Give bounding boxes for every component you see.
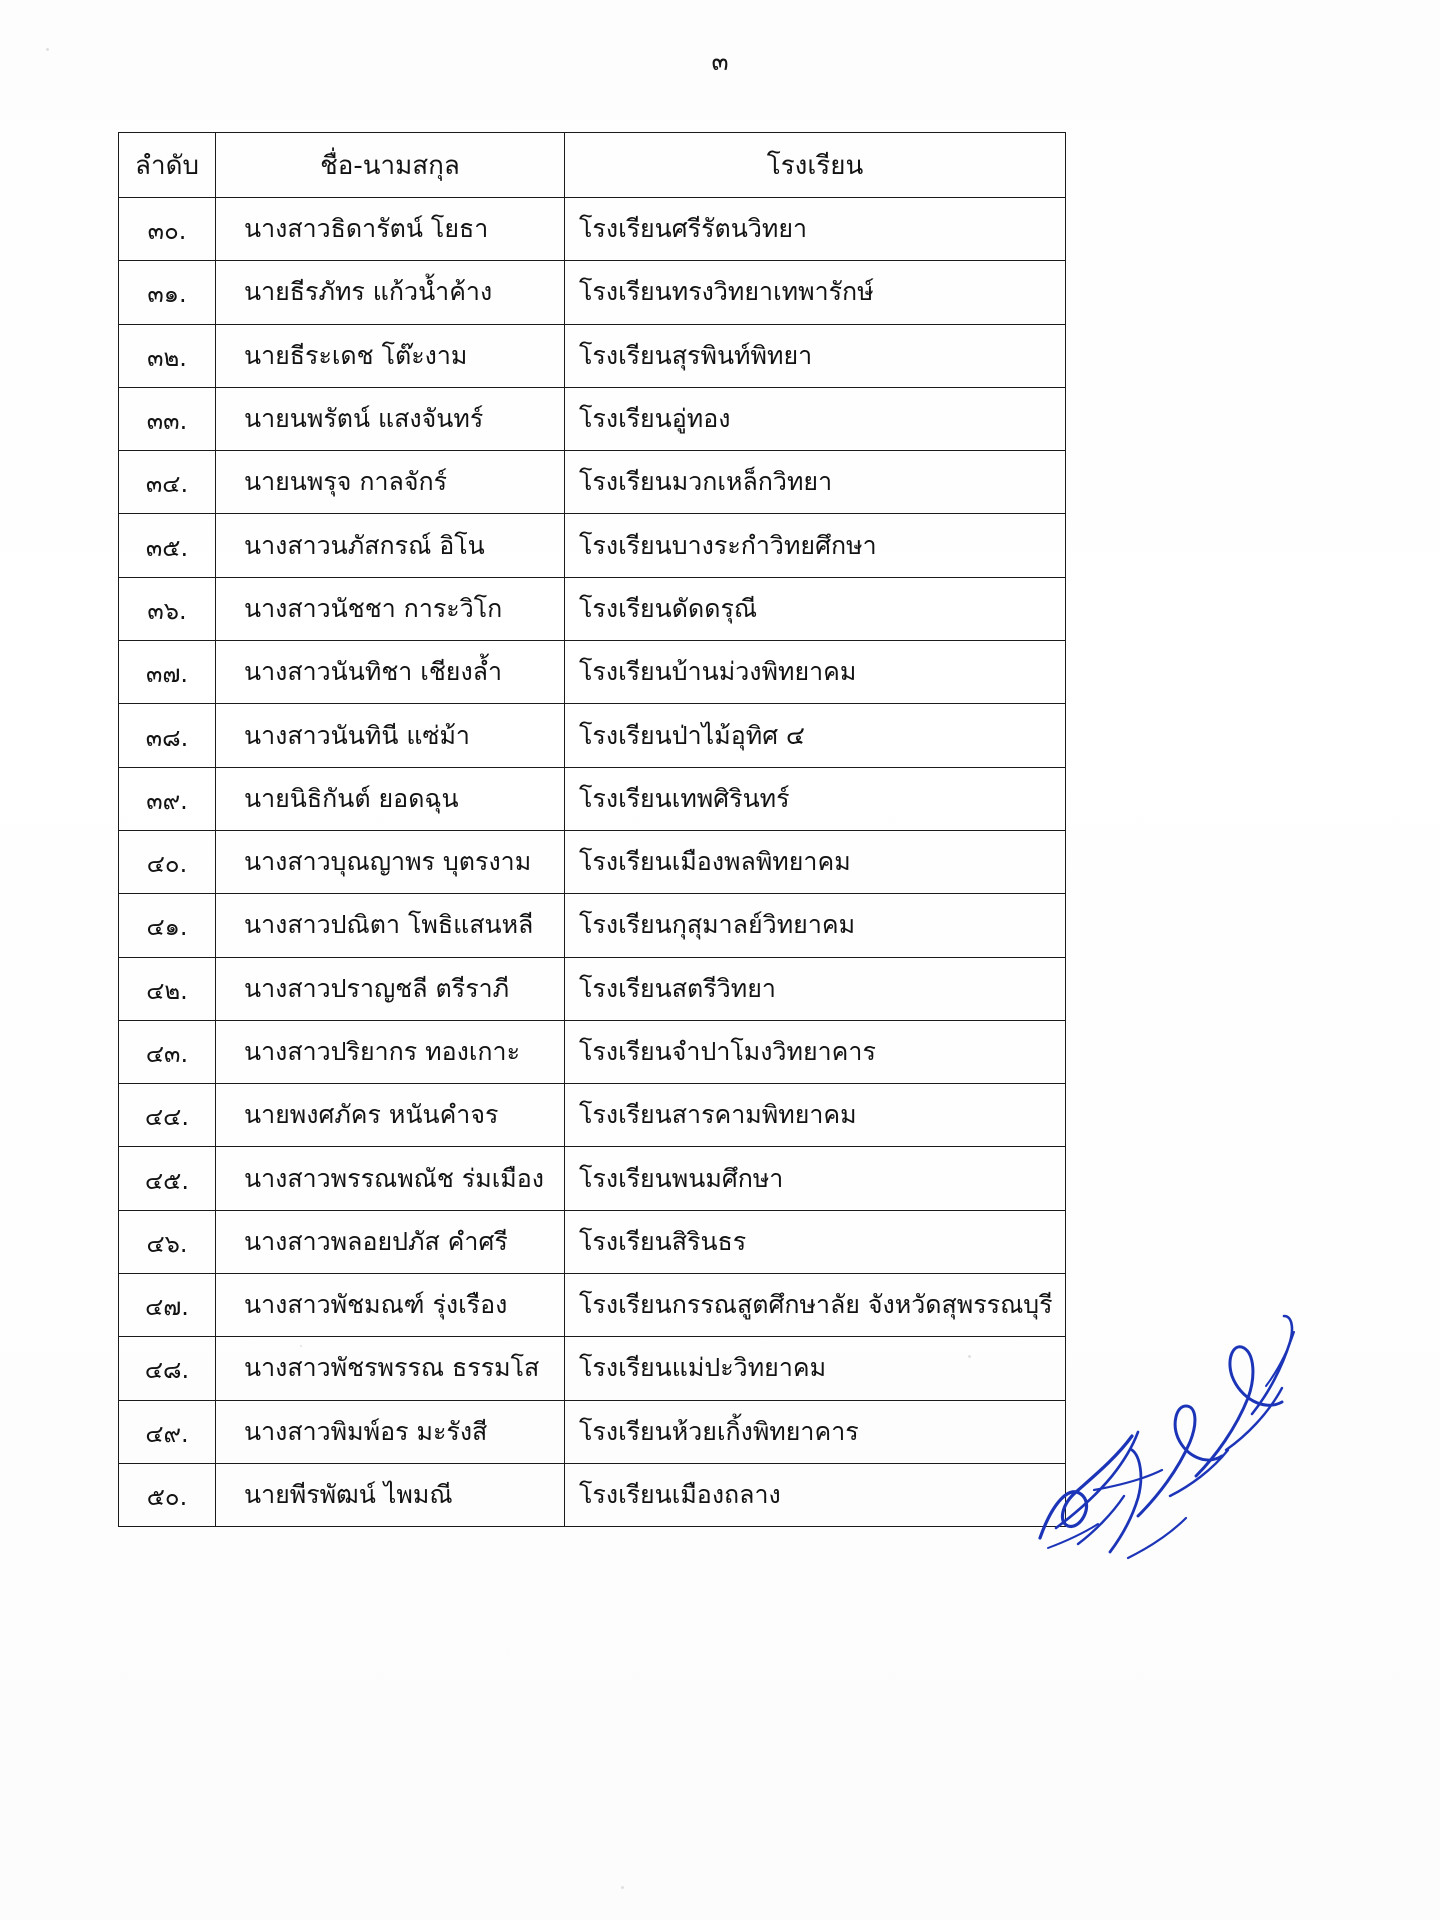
cell-name: นางสาวนันทิชา เชียงล้ำ [216, 641, 565, 704]
cell-name: นายธีระเดช โต๊ะงาม [216, 324, 565, 387]
cell-name: นายนิธิกันต์ ยอดฉุน [216, 767, 565, 830]
cell-school: โรงเรียนมวกเหล็กวิทยา [565, 451, 1066, 514]
cell-school: โรงเรียนกรรณสูตศึกษาลัย จังหวัดสุพรรณบุรี [565, 1274, 1066, 1337]
cell-no: ๔๖. [119, 1210, 216, 1273]
cell-name: นางสาวนัชชา การะวิโก [216, 577, 565, 640]
cell-school: โรงเรียนทรงวิทยาเทพารักษ์ [565, 261, 1066, 324]
table-header [119, 133, 1066, 198]
cell-no: ๔๓. [119, 1020, 216, 1083]
table-row [119, 1274, 1066, 1337]
cell-name: นางสาวธิดารัตน์ โยธา [216, 198, 565, 261]
column-header-school: โรงเรียน [565, 133, 1066, 198]
cell-no: ๕๐. [119, 1463, 216, 1526]
table-row [119, 1337, 1066, 1400]
cell-school: โรงเรียนจำปาโมงวิทยาคาร [565, 1020, 1066, 1083]
cell-name: นางสาวพลอยปภัส คำศรี [216, 1210, 565, 1273]
table-row [119, 1084, 1066, 1147]
cell-name: นางสาวบุณญาพร บุตรงาม [216, 830, 565, 893]
table-row [119, 704, 1066, 767]
table-row [119, 451, 1066, 514]
table-row [119, 1400, 1066, 1463]
cell-name: นายพงศภัคร หนันคำจร [216, 1084, 565, 1147]
cell-name: นายธีรภัทร แก้วน้ำค้าง [216, 261, 565, 324]
table-row [119, 1147, 1066, 1210]
cell-no: ๓๑. [119, 261, 216, 324]
cell-name: นายนพรัตน์ แสงจันทร์ [216, 387, 565, 450]
table-row [119, 957, 1066, 1020]
roster-table-container [118, 132, 1053, 1527]
cell-no: ๔๐. [119, 830, 216, 893]
cell-name: นางสาวพิมพ์อร มะรังสี [216, 1400, 565, 1463]
cell-no: ๓๕. [119, 514, 216, 577]
cell-no: ๓๓. [119, 387, 216, 450]
table-row [119, 514, 1066, 577]
cell-school: โรงเรียนอู่ทอง [565, 387, 1066, 450]
cell-no: ๓๖. [119, 577, 216, 640]
cell-name: นางสาวปราญชลี ตรีราภี [216, 957, 565, 1020]
table-row [119, 577, 1066, 640]
cell-no: ๓๘. [119, 704, 216, 767]
table-row [119, 1210, 1066, 1273]
cell-school: โรงเรียนแม่ปะวิทยาคม [565, 1337, 1066, 1400]
cell-school: โรงเรียนสารคามพิทยาคม [565, 1084, 1066, 1147]
cell-no: ๔๒. [119, 957, 216, 1020]
cell-no: ๓๙. [119, 767, 216, 830]
table-body [119, 198, 1066, 1527]
cell-no: ๓๐. [119, 198, 216, 261]
cell-name: นางสาวพรรณพณัช ร่มเมือง [216, 1147, 565, 1210]
cell-no: ๓๗. [119, 641, 216, 704]
cell-no: ๔๘. [119, 1337, 216, 1400]
table-row [119, 324, 1066, 387]
cell-school: โรงเรียนกุสุมาลย์วิทยาคม [565, 894, 1066, 957]
cell-school: โรงเรียนสิรินธร [565, 1210, 1066, 1273]
cell-school: โรงเรียนศรีรัตนวิทยา [565, 198, 1066, 261]
column-header-no: ลำดับ [119, 133, 216, 198]
cell-name: นายนพรุจ กาลจักร์ [216, 451, 565, 514]
column-header-name: ชื่อ-นามสกุล [216, 133, 565, 198]
cell-school: โรงเรียนพนมศึกษา [565, 1147, 1066, 1210]
cell-name: นางสาวพัชมณฑ์ รุ่งเรือง [216, 1274, 565, 1337]
page-number: ๓ [711, 47, 729, 76]
cell-no: ๔๙. [119, 1400, 216, 1463]
cell-name: นางสาวพัชรพรรณ ธรรมโส [216, 1337, 565, 1400]
cell-no: ๔๑. [119, 894, 216, 957]
cell-school: โรงเรียนป่าไม้อุทิศ ๔ [565, 704, 1066, 767]
cell-no: ๔๔. [119, 1084, 216, 1147]
table-row [119, 894, 1066, 957]
cell-no: ๓๒. [119, 324, 216, 387]
table-row [119, 767, 1066, 830]
cell-name: นายพีรพัฒน์ ไพมณี [216, 1463, 565, 1526]
roster-table [118, 132, 1066, 1527]
table-row [119, 198, 1066, 261]
scan-artifact [621, 1886, 624, 1889]
table-row [119, 261, 1066, 324]
cell-school: โรงเรียนเมืองถลาง [565, 1463, 1066, 1526]
cell-school: โรงเรียนดัดดรุณี [565, 577, 1066, 640]
cell-school: โรงเรียนเมืองพลพิทยาคม [565, 830, 1066, 893]
table-row [119, 641, 1066, 704]
table-row [119, 387, 1066, 450]
cell-name: นางสาวปริยากร ทองเกาะ [216, 1020, 565, 1083]
cell-school: โรงเรียนสุรพินท์พิทยา [565, 324, 1066, 387]
cell-name: นางสาวนภัสกรณ์ อิโน [216, 514, 565, 577]
cell-school: โรงเรียนบางระกำวิทยศึกษา [565, 514, 1066, 577]
cell-no: ๔๗. [119, 1274, 216, 1337]
cell-no: ๔๕. [119, 1147, 216, 1210]
cell-no: ๓๔. [119, 451, 216, 514]
table-row [119, 1463, 1066, 1526]
cell-name: นางสาวนันทินี แซ่ม้า [216, 704, 565, 767]
cell-school: โรงเรียนบ้านม่วงพิทยาคม [565, 641, 1066, 704]
table-row [119, 830, 1066, 893]
cell-school: โรงเรียนห้วยเกิ้งพิทยาคาร [565, 1400, 1066, 1463]
table-header-row [119, 133, 1066, 198]
cell-school: โรงเรียนเทพศิรินทร์ [565, 767, 1066, 830]
cell-school: โรงเรียนสตรีวิทยา [565, 957, 1066, 1020]
table-row [119, 1020, 1066, 1083]
cell-name: นางสาวปณิตา โพธิแสนหลี [216, 894, 565, 957]
